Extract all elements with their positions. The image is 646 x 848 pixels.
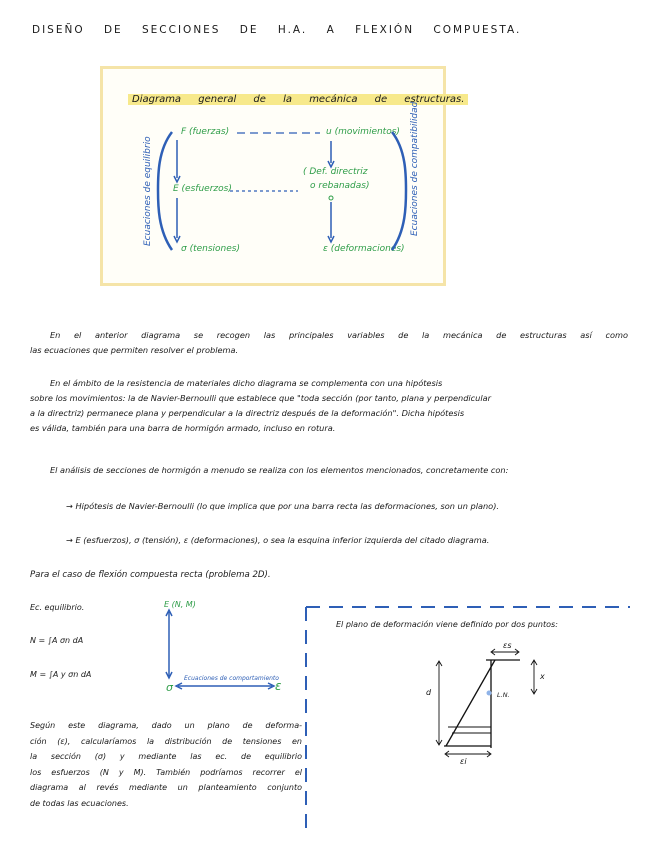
paragraph-2: En el ámbito de la resistencia de materiales dicho diagrama se complementa con una hipótesis sobre los movimientos: la de Navier-Bernoulli que establece que "toda sección (por tanto, plana y perpendicular a la directriz) permanece plana y perpendicular a la directriz después de la deformación". Dicha hipótesis es válida, también para una barra de hormigón armado, incluso en rotura. — [30, 378, 492, 433]
paragraph-3: El análisis de secciones de hormigón a menudo se realiza con los elementos mencionados, concretamente con: — [50, 465, 509, 475]
displacements-label: u (movimientos) — [326, 127, 400, 137]
page-title: DISEÑO DE SECCIONES DE H.A. A FLEXIÓN COMPUESTA. — [32, 24, 522, 36]
def-label-1: ( Def. directriz — [303, 167, 368, 177]
strains-label: ε (deformaciones) — [323, 244, 405, 254]
paragraph-1: En el anterior diagrama se recogen las principales variables de la mecánica de estructuras así como las ecuaciones que permiten resolver el problema. — [30, 330, 628, 355]
deformation-heading: El plano de deformación viene definido por dos puntos: — [336, 620, 558, 629]
def-label-2: o rebanadas) — [310, 181, 370, 191]
diagram-title: Diagrama general de la mecánica de estructuras. — [128, 94, 468, 105]
paragraph-4: Para el caso de flexión compuesta recta (problema 2D). — [30, 570, 271, 580]
bullet-1: → Hipótesis de Navier-Bernoulli (lo que implica que por una barra recta las deformaciones, son un plano). — [66, 501, 499, 511]
equation-m: M = ∫A y σn dA — [30, 670, 92, 679]
eps-bottom-label: εi — [460, 757, 467, 766]
neutral-axis-label: L.N. — [497, 691, 510, 699]
forces-label: F (fuerzas) — [181, 127, 230, 137]
equilibrium-equations-label: Ecuaciones de equilibrio — [143, 136, 153, 246]
neutral-depth-label: x — [540, 672, 545, 681]
efforts-label: E (esfuerzos) — [173, 184, 232, 194]
stresses-label: σ (tensiones) — [181, 244, 240, 254]
bullet-2: → E (esfuerzos), σ (tensión), ε (deformaciones), o sea la esquina inferior izquierda del citado diagrama. — [66, 535, 490, 545]
behavior-equations-label: Ecuaciones de comportamiento — [184, 675, 279, 682]
left-brace — [158, 132, 172, 250]
depth-label: d — [426, 688, 432, 697]
right-brace — [392, 132, 406, 250]
equation-n: N = ∫A σn dA — [30, 636, 84, 645]
equilibrium-heading: Ec. equilibrio. — [30, 603, 85, 612]
sigma-node-label: σ — [166, 681, 173, 694]
compatibility-equations-label: Ecuaciones de compatibilidad — [410, 101, 420, 236]
epsilon-node-label: ε — [275, 679, 282, 693]
closing-paragraph: Según este diagrama, dado un plano de deforma- ción (ε), calcularíamos la distribución de tensiones en la sección (σ) y mediante las ec. de equilibrio los esfuerzos (N y M). También podríamos recorrer el diagrama al revés mediante un planteamiento conjunto de todas las ecuaciones. — [30, 721, 302, 808]
efforts-node-label: E (N, M) — [164, 600, 196, 609]
eps-top-label: εs — [503, 641, 512, 650]
